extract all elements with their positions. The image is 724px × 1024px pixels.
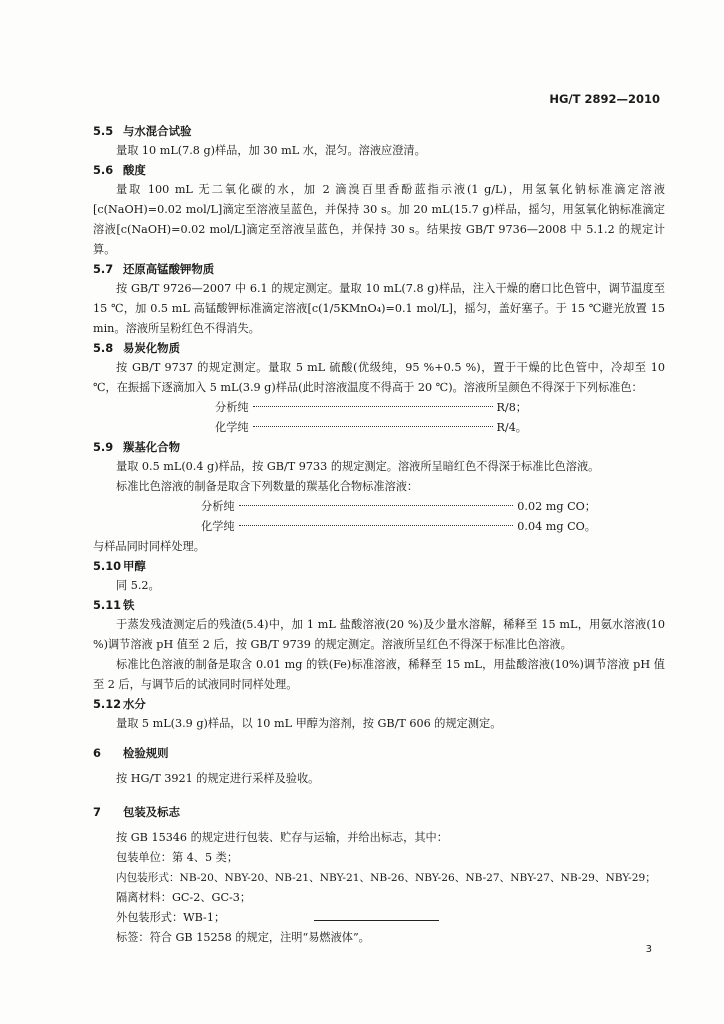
section-5-8-grades [93, 398, 527, 438]
section-5-9-heading: 5.9 羰基化合物 [93, 440, 180, 454]
end-rule [314, 920, 439, 921]
section-5-7-heading: 5.7 还原高锰酸钾物质 [93, 262, 215, 276]
list-item: 外包装形式：WB-1； [116, 911, 226, 924]
page-number: 3 [645, 944, 652, 955]
section-5-10-text: 同 5.2。 [116, 579, 160, 592]
section-5-7-text: 按 GB/T 9726—2007 中 6.1 的规定测定。量取 10 mL(7.8 g)样品，注入干燥的磨口比色管中，调节温度至 15 ℃，加 0.5 mL 高锰酸钾标准滴定溶液[c(1/5KMnO₄)=0.1 mol/L]，摇匀，盖好塞子。于 15 ℃避光放置 15 min。溶液所呈粉红色不得消失。 [93, 282, 665, 335]
section-5-11-heading: 5.11 铁 [93, 598, 135, 612]
standard-number: HG/T 2892—2010 [549, 92, 660, 106]
list-item: 隔离材料：GC-2、GC-3； [116, 891, 252, 904]
section-5-11-text: 于蒸发残渣测定后的残渣(5.4)中，加 1 mL 盐酸溶液(20 %)及少量水溶解，稀释至 15 mL，用氨水溶液(10 %)调节溶液 pH 值至 2 后，按 GB/T 9739 的规定测定。溶液所呈红色不得深于标准比色溶液。 [93, 618, 665, 651]
grade-row: 化学纯 0.04 mg CO。 [201, 520, 596, 533]
list-item: 内包装形式：NB-20、NBY-20、NB-21、NBY-21、NB-26、NBY-26、NB-27、NBY-27、NB-29、NBY-29； [116, 872, 656, 884]
grade-row: 分析纯 0.02 mg CO； [201, 500, 596, 513]
section-6-heading: 6 检验规则 [93, 746, 169, 760]
section-5-5-heading: 5.5 与水混合试验 [93, 124, 192, 138]
document-body [93, 122, 665, 948]
section-5-12-text: 量取 5 mL(3.9 g)样品，以 10 mL 甲醇为溶剂，按 GB/T 606 的规定测定。 [116, 717, 502, 730]
section-5-6-heading: 5.6 酸度 [93, 163, 146, 177]
section-7-list [93, 848, 665, 948]
section-6-text: 按 HG/T 3921 的规定进行采样及验收。 [116, 772, 320, 785]
section-5-9-text: 量取 0.5 mL(0.4 g)样品，按 GB/T 9733 的规定测定。溶液所呈暗红色不得深于标准比色溶液。 [116, 460, 600, 473]
section-5-6-text: 量取 100 mL 无二氧化碳的水，加 2 滴溴百里香酚蓝指示液(1 g/L)，用氢氧化钠标准滴定溶液[c(NaOH)=0.02 mol/L]滴定至溶液呈蓝色，并保持 30 s。加 20 mL(15.7 g)样品，摇匀，用氢氧化钠标准滴定溶液[c(NaOH)=0.02 mol/L]滴定至溶液呈蓝色，并保持 30 s。结果按 GB/T 9736—2008 中 5.1.2 的规定计算。 [93, 183, 665, 256]
list-item: 标签：符合 GB 15258 的规定，注明“易燃液体”。 [116, 931, 370, 944]
section-5-12-heading: 5.12 水分 [93, 697, 146, 711]
section-5-11-text-2: 标准比色溶液的制备是取含 0.01 mg 的铁(Fe)标准溶液，稀释至 15 mL，用盐酸溶液(10%)调节溶液 pH 值至 2 后，与调节后的试液同时同样处理。 [93, 658, 665, 691]
section-5-9-text-2: 标准比色溶液的制备是取含下列数量的羰基化合物标准溶液： [116, 480, 419, 493]
section-7-heading: 7 包装及标志 [93, 805, 180, 819]
section-5-9-grades [93, 497, 596, 537]
section-5-9-text-3: 与样品同时同样处理。 [93, 540, 205, 553]
section-5-5-text: 量取 10 mL(7.8 g)样品，加 30 mL 水，混匀。溶液应澄清。 [116, 144, 426, 157]
section-5-8-heading: 5.8 易炭化物质 [93, 341, 180, 355]
grade-row: 分析纯 R/8； [215, 401, 527, 414]
section-7-intro: 按 GB 15346 的规定进行包装、贮存与运输，并给出标志，其中： [116, 831, 448, 844]
list-item: 包装单位：第 4、5 类； [116, 851, 239, 864]
section-5-8-text: 按 GB/T 9737 的规定测定。量取 5 mL 硫酸(优级纯，95 %+0.5 %)，置于干燥的比色管中，冷却至 10 ℃，在振摇下逐滴加入 5 mL(3.9 g)样品(此时溶液温度不得高于 20 ℃)。溶液所呈颜色不得深于下列标准色： [93, 361, 665, 394]
grade-row: 化学纯 R/4。 [215, 421, 527, 434]
section-5-10-heading: 5.10 甲醇 [93, 559, 146, 573]
